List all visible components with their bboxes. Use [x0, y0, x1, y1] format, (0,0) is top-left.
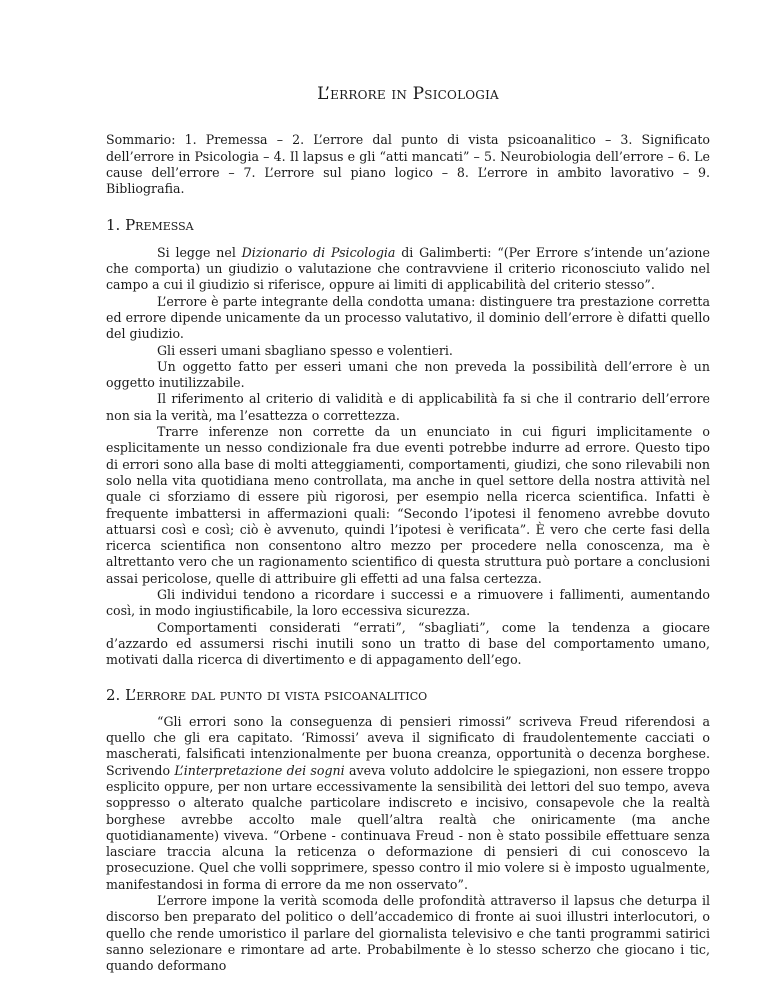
paragraph: Il riferimento al criterio di validità e di applicabilità fa si che il contrario dell’errore non sia la verità, ma l’esattezza o correttezza. [106, 391, 710, 423]
section-heading: 1. Premessa [106, 216, 194, 235]
summary: Sommario: 1. Premessa – 2. L’errore dal punto di vista psicoanalitico – 3. Significato dell’errore in Psicologia – 4. Il lapsus e gli “atti mancati” – 5. Neurobiologia dell’errore – 6. Le cause dell’errore – 7. L’errore sul piano logico – 8. L’errore in ambito lavorativo – 9. Bibliografia. [106, 132, 710, 197]
paragraph: L’errore impone la verità scomoda delle profondità attraverso il lapsus che deturpa il discorso ben preparato del politico o dell’accademico di fronte ai suoi illustri interlocutori, o quello che rende umoristico il parlare del giornalista televisivo e che tanti programmi satirici sanno selezionare e rimontare ad arte. Probabilmente è lo stesso scherzo che giocano i tic, quando deformano [106, 893, 710, 974]
document-title: L’errore in Psicologia [317, 84, 499, 104]
paragraph [106, 714, 710, 893]
text-run: Si legge nel [157, 244, 242, 260]
section-premessa [106, 217, 710, 668]
text-run: di Galimberti: “(Per Errore s’intende un’azione che comporta) un giudizio o valutazione che contravviene il criterio riconosciuto valido nel campo a cui il giudizio si riferisce, oppure ai limiti di applicabilità del criterio stesso”. [106, 244, 710, 293]
text-run: “Gli errori sono la conseguenza di pensieri rimossi” scriveva Freud riferendosi a quello che gli era capitato. ‘Rimossi’ aveva il significato di fraudolentemente cacciati o mascherati, falsificati intenzionalmente per buona creanza, opportunità o decenza borghese. Scrivendo [106, 713, 710, 778]
paragraph: Un oggetto fatto per esseri umani che non preveda la possibilità dell’errore è un oggetto inutilizzabile. [106, 358, 710, 391]
paragraph: Gli esseri umani sbagliano spesso e volentieri. [157, 342, 453, 358]
paragraph: Trarre inferenze non corrette da un enunciato in cui figuri implicitamente o esplicitamente un nesso condizionale fra due eventi potrebbe indurre ad errore. Questo tipo di errori sono alla base di molti atteggiamenti, comportamenti, giudizi, che sono rilevabili non solo nella vita quotidiana meno controllata, ma anche in quel settore della nostra attività nel quale ci sforziamo di essere più rigorosi, per esempio nella ricerca scientifica. Infatti è frequente imbattersi in affermazioni quali: “Secondo l’ipotesi il fenomeno avrebbe dovuto attuarsi così e così; ciò è avvenuto, quindi l’ipotesi è verificata”. È vero che certe fasi della ricerca scientifica non consentono altro mezzo per procedere nella conoscenza, ma è altrettanto vero che un ragionamento scientifico di questa struttura può portare a conclusioni assai pericolose, quelle di attribuire gli effetti ad una falsa certezza. [106, 424, 710, 586]
section-psicoanalitico [106, 687, 710, 975]
section-heading: 2. L’errore dal punto di vista psicoanalitico [106, 685, 428, 704]
book-title: L’interpretazione dei sogni [174, 762, 345, 778]
paragraph: Comportamenti considerati “errati”, “sbagliati”, come la tendenza a giocare d’azzardo ed assumersi rischi inutili sono un tratto di base del comportamento umano, motivati dalla ricerca di divertimento e di appagamento dell’ego. [106, 619, 710, 668]
paragraph: Gli individui tendono a ricordare i successi e a rimuovere i fallimenti, aumentando così, in modo ingiustificabile, la loro eccessiva sicurezza. [106, 587, 710, 619]
paragraph: L’errore è parte integrante della condotta umana: distinguere tra prestazione corretta ed errore dipende unicamente da un processo valutativo, il dominio dell’errore è difatti quello del giudizio. [106, 293, 710, 342]
paragraph [106, 245, 710, 294]
text-run: aveva voluto addolcire le spiegazioni, non essere troppo esplicito oppure, per non urtare eccessivamente la sensibilità dei lettori del suo tempo, aveva soppresso o alterato qualche particolare indiscreto e incisivo, consapevole che la realtà borghese avrebbe accolto male quell’altra realtà che oniricamente (ma anche quotidianamente) viveva. “Orbene - continuava Freud - non è stato possibile effettuare senza lasciare traccia alcuna la reticenza o deformazione di pensieri di cui conoscevo la prosecuzione. Quel che volli sopprimere, spesso contro il mio volere si è imposto ugualmente, manifestandosi in forma di errore da me non osservato”. [106, 762, 710, 892]
book-title: Dizionario di Psicologia [241, 244, 396, 260]
